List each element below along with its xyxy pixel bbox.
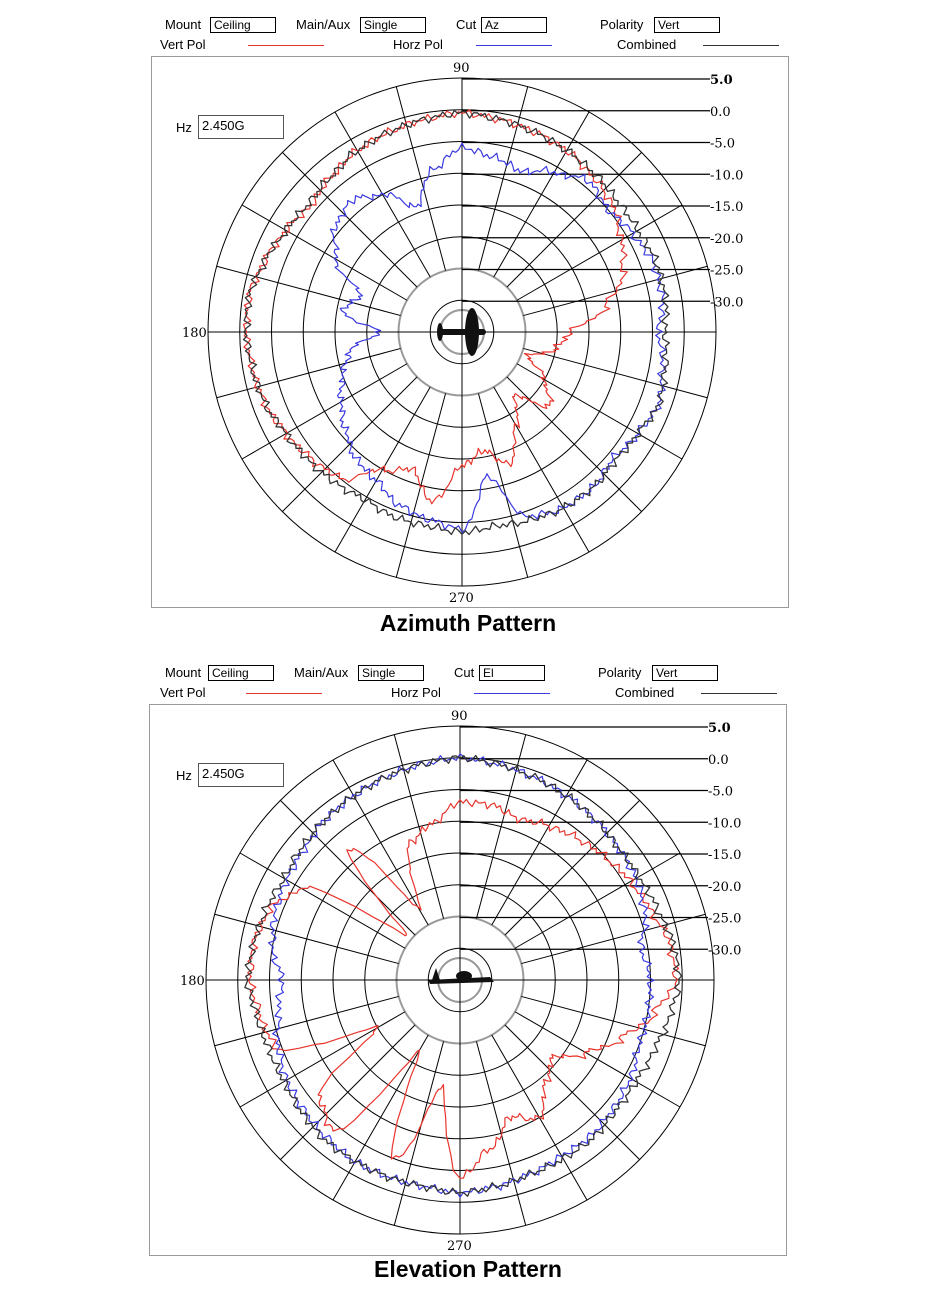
grid-spoke [217, 348, 401, 397]
radial-tick-label: -5.0 [710, 136, 736, 152]
series-vert-pol-line [248, 799, 679, 1178]
radial-tick-label: -25.0 [710, 263, 744, 279]
horz-pol-legend-label: Horz Pol [393, 37, 443, 52]
mount-label: Mount [165, 17, 202, 32]
aircraft-silhouette-icon [428, 968, 494, 984]
radial-tick-label: -10.0 [708, 816, 742, 832]
grid-spoke [396, 87, 445, 271]
grid-spoke [215, 996, 399, 1045]
azimuth-plot-area [151, 56, 789, 608]
frequency-field[interactable]: 2.450G [198, 115, 284, 139]
grid-spoke [476, 1041, 525, 1225]
series-horz-pol-line [330, 143, 665, 532]
grid-spoke [523, 266, 707, 315]
aircraft-tail [437, 323, 443, 341]
angle-label-90: 90 [453, 61, 470, 76]
angle-label-180: 180 [180, 974, 205, 989]
radial-tick-label: 0.0 [710, 104, 731, 120]
frequency-field[interactable]: 2.450G [198, 763, 284, 787]
radial-tick-label: -30.0 [708, 943, 742, 959]
radial-tick-label: -25.0 [708, 911, 742, 927]
radial-tick-label: -30.0 [710, 295, 744, 311]
hz-label: Hz [176, 120, 192, 135]
polarity-field[interactable]: Vert [652, 665, 718, 681]
radial-tick-label: -15.0 [710, 200, 744, 215]
grid-spoke [478, 393, 527, 577]
radial-tick-label: -15.0 [708, 848, 742, 863]
azimuth-polar-chart [152, 57, 788, 607]
cut-label: Cut [456, 17, 477, 32]
grid-spoke [521, 996, 705, 1045]
angle-label-90: 90 [451, 709, 468, 724]
radial-tick-label: 5.0 [710, 73, 733, 88]
elevation-polar-chart [150, 705, 786, 1255]
elevation-plot-area [149, 704, 787, 1256]
angle-label-270: 270 [447, 1239, 472, 1254]
cut-field[interactable]: El [479, 665, 545, 681]
horz-pol-legend-line [476, 45, 552, 46]
combined-legend-label: Combined [615, 685, 675, 700]
grid-spoke [523, 348, 707, 397]
combined-legend-line [701, 693, 777, 694]
radial-tick-label: -20.0 [710, 231, 744, 247]
mainaux-label: Main/Aux [296, 17, 351, 32]
cut-label: Cut [454, 665, 475, 680]
mount-field[interactable]: Ceiling [210, 17, 276, 33]
polarity-label: Polarity [600, 17, 644, 32]
mainaux-field[interactable]: Single [358, 665, 424, 681]
elevation-caption: Elevation Pattern [374, 1256, 562, 1282]
aircraft-canopy [456, 971, 472, 981]
grid-spoke [396, 393, 445, 577]
hz-label: Hz [176, 768, 192, 783]
radial-tick-label: -20.0 [708, 879, 742, 895]
vert-pol-legend-line [246, 693, 322, 694]
horz-pol-legend-line [474, 693, 550, 694]
radial-tick-label: -5.0 [708, 784, 734, 800]
grid-spoke [215, 914, 399, 963]
vert-pol-legend-label: Vert Pol [160, 685, 206, 700]
mainaux-field[interactable]: Single [360, 17, 426, 33]
mainaux-label: Main/Aux [294, 665, 349, 680]
elevation-panel [0, 648, 936, 1296]
polarity-field[interactable]: Vert [654, 17, 720, 33]
radial-tick-label: 5.0 [708, 721, 731, 736]
vert-pol-legend-line [248, 45, 324, 46]
combined-legend-line [703, 45, 779, 46]
polarity-label: Polarity [598, 665, 642, 680]
grid-spoke [521, 914, 705, 963]
cut-field[interactable]: Az [481, 17, 547, 33]
angle-label-270: 270 [449, 591, 474, 606]
mount-field[interactable]: Ceiling [208, 665, 274, 681]
angle-label-180: 180 [182, 326, 207, 341]
azimuth-caption: Azimuth Pattern [379, 610, 557, 636]
radial-tick-label: 0.0 [708, 752, 729, 768]
aircraft-fuselage [438, 329, 486, 335]
radial-tick-label: -10.0 [710, 168, 744, 184]
mount-label: Mount [165, 665, 202, 680]
grid-spoke [217, 266, 401, 315]
horz-pol-legend-label: Horz Pol [391, 685, 441, 700]
vert-pol-legend-label: Vert Pol [160, 37, 206, 52]
combined-legend-label: Combined [617, 37, 677, 52]
